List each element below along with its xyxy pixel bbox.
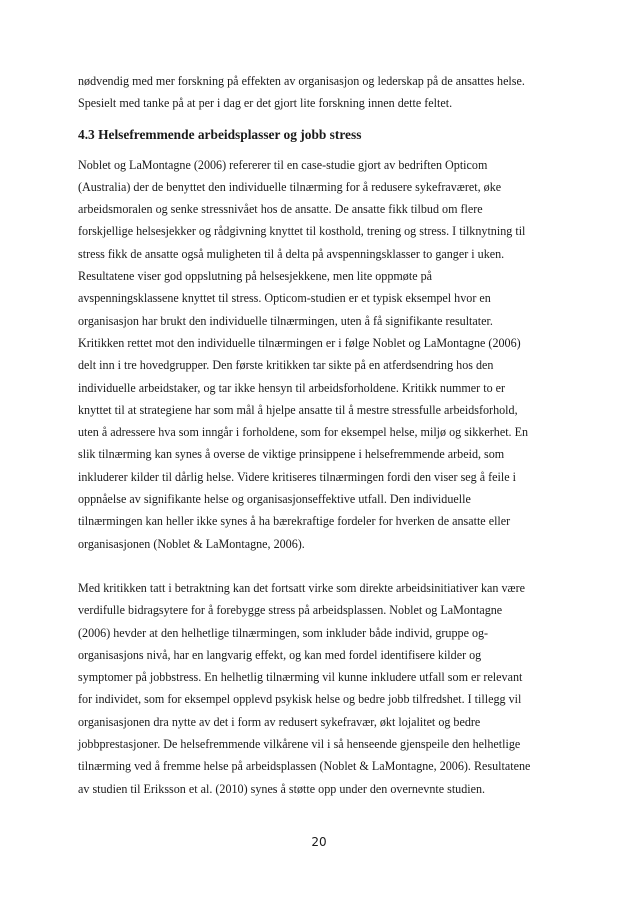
text-line: jobbprestasjoner. De helsefremmende vilkårene vil i så henseende gjenspeile den helhetlige bbox=[78, 737, 521, 752]
text-line: stress fikk de ansatte også muligheten til å delta på avspenningsklasser to ganger i uken. bbox=[78, 246, 505, 261]
text-line: inkluderer kilder til dårlig helse. Videre kritiseres tilnærmingen fordi den viser seg å feile i bbox=[78, 469, 516, 484]
text-line: organisasjonen (Noblet & LaMontagne, 2006). bbox=[78, 536, 305, 551]
section-heading: 4.3 Helsefremmende arbeidsplasser og jobb stress bbox=[78, 126, 362, 142]
text-line: Kritikken rettet mot den individuelle tilnærmingen er i følge Noblet og LaMontagne (2006) bbox=[78, 335, 521, 350]
text-line: Resultatene viser god oppslutning på helsesjekkene, men lite oppmøte på bbox=[78, 269, 432, 284]
text-line: (Australia) der de benyttet den individuelle tilnærming for å redusere sykefraværet, øke bbox=[78, 179, 502, 194]
text-line: tilnærming ved å fremme helse på arbeidsplassen (Noblet & LaMontagne, 2006). Resultatene bbox=[78, 759, 531, 774]
text-line: individuelle arbeidstaker, og tar ikke hensyn til arbeidsforholdene. Kritikk nummer to er bbox=[78, 380, 506, 395]
text-line: forskjellige helsesjekker og rådgivning knyttet til kosthold, trening og stress. I tilknytning til bbox=[78, 224, 526, 239]
text-line: arbeidsmoralen og senke stressnivået hos de ansatte. De ansatte fikk tilbud om flere bbox=[78, 202, 483, 217]
text-line: uten å adressere hva som inngår i forholdene, som for eksempel helse, miljø og sikkerhet. En bbox=[78, 425, 529, 440]
text-line: organisasjonen dra nytte av det i form av redusert sykefravær, økt lojalitet og bedre bbox=[78, 714, 481, 729]
paragraph-spacer bbox=[78, 555, 564, 577]
paragraph-1 bbox=[78, 154, 564, 555]
text-line: oppnåelse av signifikante helse og organisasjonseffektive utfall. Den individuelle bbox=[78, 492, 471, 507]
text-line: avspenningsklassene knyttet til stress. Opticom-studien er et typisk eksempel hvor en bbox=[78, 291, 491, 306]
text-line: verdifulle bidragsytere for å forebygge stress på arbeidsplassen. Noblet og LaMontagne bbox=[78, 603, 503, 618]
text-line: delt inn i tre hovedgrupper. Den første kritikken tar sikte på en atferdsendring hos den bbox=[78, 358, 494, 373]
text-line: nødvendig med mer forskning på effekten av organisasjon og lederskap på de ansattes helse. bbox=[78, 74, 525, 88]
text-line: organisasjon har brukt den individuelle tilnærmingen, uten å få signifikante resultater. bbox=[78, 313, 493, 328]
text-line: organisasjons nivå, har en langvarig effekt, og kan med fordel identifisere kilder og bbox=[78, 647, 482, 662]
text-line: slik tilnærming kan synes å overse de viktige prinsippene i helsefremmende arbeid, som bbox=[78, 447, 505, 462]
text-line: Spesielt med tanke på at per i dag er det gjort lite forskning innen dette feltet. bbox=[78, 96, 453, 111]
text-line: av studien til Eriksson et al. (2010) synes å støtte opp under den overnevnte studien. bbox=[78, 781, 486, 796]
text-line: symptomer på jobbstress. En helhetlig tilnærming vil kunne inkludere utfall som er relevant bbox=[78, 670, 523, 685]
intro-paragraph bbox=[78, 70, 564, 115]
page-number: 20 bbox=[311, 835, 327, 849]
text-line: Med kritikken tatt i betraktning kan det fortsatt virke som direkte arbeidsinitiativer kan være bbox=[78, 580, 526, 595]
page-content bbox=[78, 70, 564, 800]
text-line: for individet, som for eksempel opplevd psykisk helse og bedre jobb tilfredshet. I tillegg vil bbox=[78, 692, 522, 707]
text-line: Noblet og LaMontagne (2006) refererer til en case-studie gjort av bedriften Opticom bbox=[78, 157, 488, 172]
text-line: (2006) hevder at den helhetlige tilnærmingen, som inkluder både individ, gruppe og- bbox=[78, 625, 489, 640]
paragraph-2 bbox=[78, 577, 564, 800]
text-line: knyttet til at strategiene har som mål å hjelpe ansatte til å mestre stressfulle arbeidsforhold, bbox=[78, 402, 518, 417]
text-line: tilnærmingen kan heller ikke synes å ha bærekraftige fordeler for hverken de ansatte eller bbox=[78, 514, 511, 529]
